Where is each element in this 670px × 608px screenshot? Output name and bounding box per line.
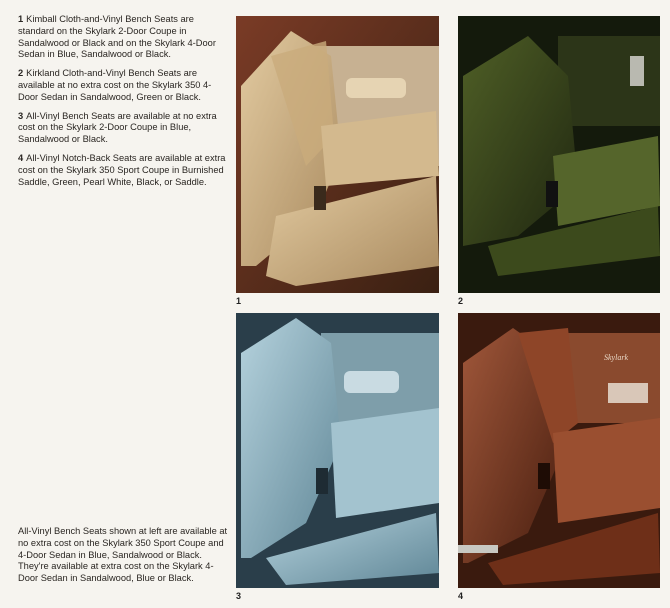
caption-3: 3 All-Vinyl Bench Seats are available at no extra cost on the Skylark 2-Door Coupe in Blue, Sandalwood or Black. (18, 110, 217, 145)
caption-4: 4 All-Vinyl Notch-Back Seats are available at extra cost on the Skylark 350 Sport Coupe in Burnished Saddle, Green, Pearl White, Black, or Saddle. (18, 152, 226, 187)
caption-2: 2 Kirkland Cloth-and-Vinyl Bench Seats are available at no extra cost on the Skylark 350 4-Door Sedan in Sandalwood, Green or Black. (18, 68, 212, 102)
bottom-caption: All-Vinyl Bench Seats shown at left are available at no extra cost on the Skylark 350 Sport Coupe and 4-Door Sedan in Blue, Sandalwood or Black. They're available at extra cost on the Skylark 4-Door Sedan in Sandalwood, Blue or Black. (18, 526, 228, 584)
photo-number-1: 1 (236, 296, 242, 306)
photo-number-2: 2 (458, 296, 464, 306)
seat-captions (18, 14, 230, 195)
door-badge-text: Skylark (604, 353, 628, 362)
seat-photo-2 (458, 16, 660, 293)
seat-photo-3 (236, 313, 439, 588)
caption-1: 1 Kimball Cloth-and-Vinyl Bench Seats are standard on the Skylark 2-Door Coupe in Sandalwood or Black and on the Skylark 4-Door Sedan in Blue, Sandalwood or Black. (18, 14, 216, 60)
seat-photo-1 (236, 16, 439, 293)
seat-photo-4 (458, 313, 660, 588)
photo-number-3: 3 (236, 591, 242, 601)
photo-number-4: 4 (458, 591, 464, 601)
